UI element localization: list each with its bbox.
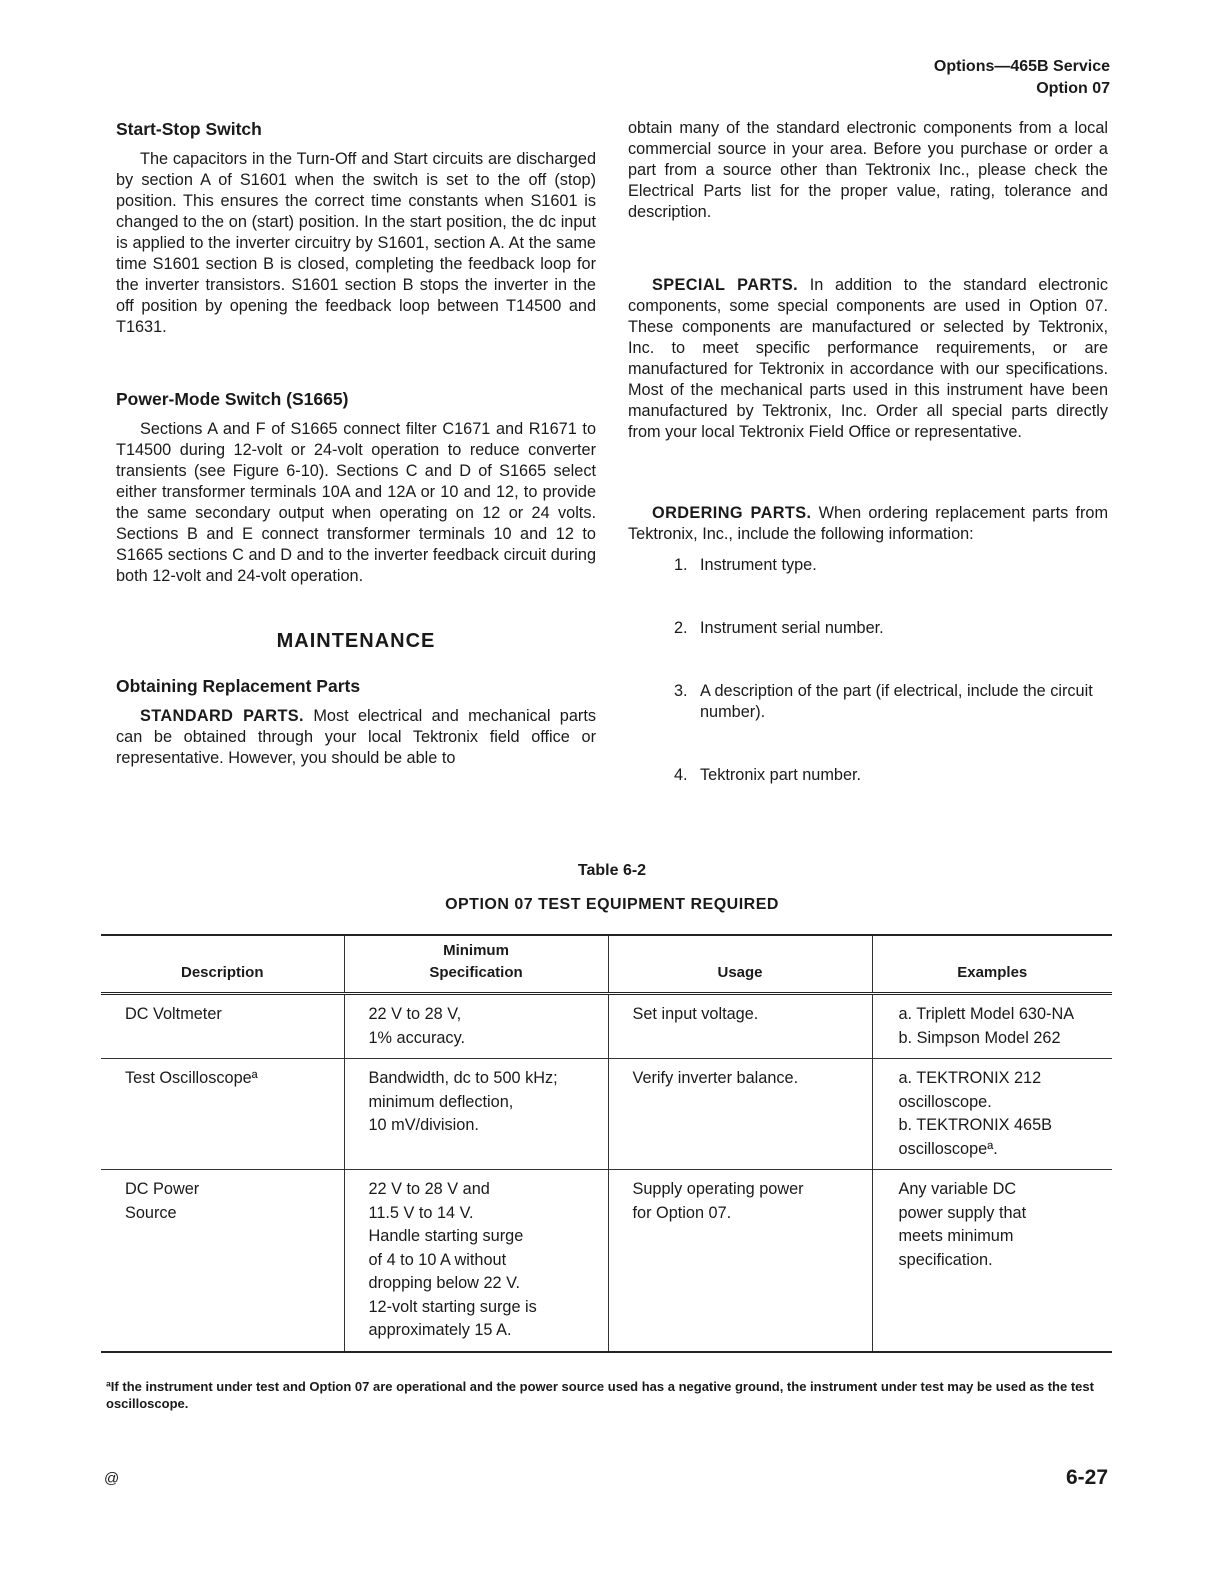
- header-line-1: Options—465B Service: [933, 58, 1110, 75]
- cell-line: 12-volt starting surge is: [368, 1297, 537, 1316]
- header-line-2: Option 07: [1036, 80, 1110, 97]
- page-number: 6-27: [1065, 1466, 1108, 1489]
- list-item: [628, 618, 1108, 639]
- cell-line: Test Oscilloscopeª: [125, 1069, 258, 1087]
- table-number: Table 6-2: [577, 862, 647, 879]
- special-parts-label: SPECIAL PARTS.: [652, 276, 799, 294]
- cell-line: Supply operating power: [632, 1180, 804, 1198]
- cell-line: b. TEKTRONIX 465B: [898, 1116, 1053, 1134]
- list-item-text: Instrument type.: [700, 556, 817, 574]
- list-item-text: Instrument serial number.: [700, 619, 884, 637]
- cell-line: Set input voltage.: [632, 1005, 759, 1023]
- cell-examples: [872, 1170, 1112, 1352]
- list-item: [628, 555, 1108, 576]
- cell-line: oscilloscopeª.: [898, 1139, 998, 1158]
- list-item-number: 2.: [674, 619, 688, 637]
- cell-line: oscilloscope.: [898, 1092, 992, 1111]
- header-minimum-line: Minimum: [443, 942, 509, 959]
- table-row: [101, 994, 1112, 1059]
- table-header-row: [101, 935, 1112, 994]
- cell-line: minimum deflection,: [368, 1092, 514, 1111]
- cell-line: b. Simpson Model 262: [898, 1028, 1061, 1047]
- table-footnote: ªIf the instrument under test and Option 07 are operational and the power source used has a negative ground, the instrument under test may be used as the test oscilloscope.: [106, 1379, 1094, 1411]
- power-mode-heading: Power-Mode Switch (S1665): [116, 389, 349, 409]
- obtaining-parts-heading: Obtaining Replacement Parts: [116, 676, 361, 696]
- cell-line: a. TEKTRONIX 212: [898, 1069, 1042, 1087]
- ordering-parts-text: When ordering replacement parts from Tektronix, Inc., include the following information:: [628, 504, 1109, 543]
- cell-specification: [344, 1059, 608, 1170]
- cell-line: 11.5 V to 14 V.: [368, 1203, 474, 1222]
- cell-line: Handle starting surge: [368, 1227, 524, 1245]
- cell-examples: [872, 994, 1112, 1059]
- table-row: [101, 1059, 1112, 1170]
- cell-line: 1% accuracy.: [368, 1028, 466, 1047]
- standard-parts-paragraph: [116, 706, 596, 769]
- list-item-text: A description of the part (if electrical, include the circuit number).: [700, 682, 1093, 721]
- right-column: [628, 118, 1108, 828]
- ordering-info-list: [628, 555, 1108, 786]
- cell-line: meets minimum: [898, 1227, 1014, 1245]
- cell-line: 22 V to 28 V and: [368, 1180, 490, 1198]
- cell-line: power supply that: [898, 1203, 1027, 1222]
- cell-line: dropping below 22 V.: [368, 1274, 520, 1292]
- header-description: Description: [101, 935, 344, 994]
- cell-line: 22 V to 28 V,: [368, 1005, 462, 1023]
- footer-mark: @: [104, 1470, 120, 1487]
- cell-examples: [872, 1059, 1112, 1170]
- cell-usage: [608, 1170, 872, 1352]
- cell-specification: [344, 994, 608, 1059]
- table-row: [101, 1170, 1112, 1352]
- cell-line: approximately 15 A.: [368, 1321, 512, 1339]
- list-item: [628, 681, 1108, 723]
- header-usage: Usage: [608, 935, 872, 994]
- special-parts-text: In addition to the standard electronic components, some special components are used in Option 07. These components are manufactured or selected by Tektronix, Inc. to meet specific performance requirements, or are manufactured for Tektronix in accordance with our specifications. Most of the mechanical parts used in this instrument have been manufactured by Tektronix, Inc. Order all special parts directly from your local Tektronix Field Office or representative.: [628, 276, 1108, 441]
- special-parts-paragraph: [628, 275, 1108, 443]
- cell-line: Source: [125, 1203, 177, 1222]
- list-item-number: 1.: [674, 556, 688, 574]
- cell-description: [101, 1170, 344, 1352]
- cell-line: a. Triplett Model 630-NA: [898, 1005, 1075, 1023]
- cell-line: Verify inverter balance.: [632, 1069, 799, 1087]
- list-item-number: 3.: [674, 682, 688, 700]
- cell-line: 10 mV/division.: [368, 1116, 479, 1134]
- cell-line: Bandwidth, dc to 500 kHz;: [368, 1069, 558, 1087]
- ordering-parts-paragraph: [628, 503, 1108, 545]
- header-examples: Examples: [872, 935, 1112, 994]
- table-title: OPTION 07 TEST EQUIPMENT REQUIRED: [445, 896, 779, 913]
- cell-line: DC Power: [125, 1180, 200, 1198]
- list-item-text: Tektronix part number.: [700, 766, 862, 784]
- cell-line: specification.: [898, 1250, 993, 1269]
- list-item: [628, 765, 1108, 786]
- cell-specification: [344, 1170, 608, 1352]
- header-minimum-specification: [344, 935, 608, 994]
- cell-description: [101, 994, 344, 1059]
- continued-paragraph: obtain many of the standard electronic components from a local commercial source in your area. Before you purchase or order a part from a source other than Tektronix Inc., please check the Electrical Parts list for the proper value, rating, tolerance and description.: [628, 119, 1108, 221]
- cell-usage: [608, 1059, 872, 1170]
- test-equipment-table: [101, 934, 1112, 1353]
- start-stop-heading: Start-Stop Switch: [116, 119, 262, 139]
- standard-parts-text: Most electrical and mechanical parts can be obtained through your local Tektronix field office or representative. However, you should be able to: [116, 707, 596, 767]
- start-stop-paragraph: The capacitors in the Turn-Off and Start circuits are discharged by section A of S1601 when the switch is set to the off (stop) position. This ensures the correct time constants when S1601 is changed to the on (start) position. In the start position, the dc input is applied to the inverter circuitry by S1601, section A. At the same time S1601 section B is closed, completing the feedback loop for the inverter transistors. S1601 section B stops the inverter in the off position by opening the feedback loop between T14500 and T1631.: [116, 150, 596, 336]
- power-mode-paragraph: Sections A and F of S1665 connect filter C1671 and R1671 to T14500 during 12-volt or 24-volt operation to reduce converter transients (see Figure 6-10). Sections C and D of S1665 select either transformer terminals 10A and 12A or 10 and 12, to provide the same secondary output when operating on 12 or 24 volts. Sections B and E connect transformer terminals 10 and 12 to S1665 sections C and D and to the inverter feedback circuit during both 12-volt and 24-volt operation.: [116, 420, 596, 585]
- cell-usage: [608, 994, 872, 1059]
- left-column: [116, 118, 596, 769]
- header-specification-line: Specification: [429, 964, 523, 981]
- list-item-number: 4.: [674, 766, 688, 784]
- page-header: [934, 56, 1110, 100]
- maintenance-heading: MAINTENANCE: [276, 630, 436, 652]
- cell-description: [101, 1059, 344, 1170]
- cell-line: DC Voltmeter: [125, 1005, 222, 1023]
- cell-line: Any variable DC: [898, 1180, 1017, 1198]
- ordering-parts-label: ORDERING PARTS.: [652, 504, 812, 522]
- cell-line: of 4 to 10 A without: [368, 1250, 507, 1269]
- cell-line: for Option 07.: [632, 1203, 732, 1222]
- standard-parts-label: STANDARD PARTS.: [140, 707, 304, 725]
